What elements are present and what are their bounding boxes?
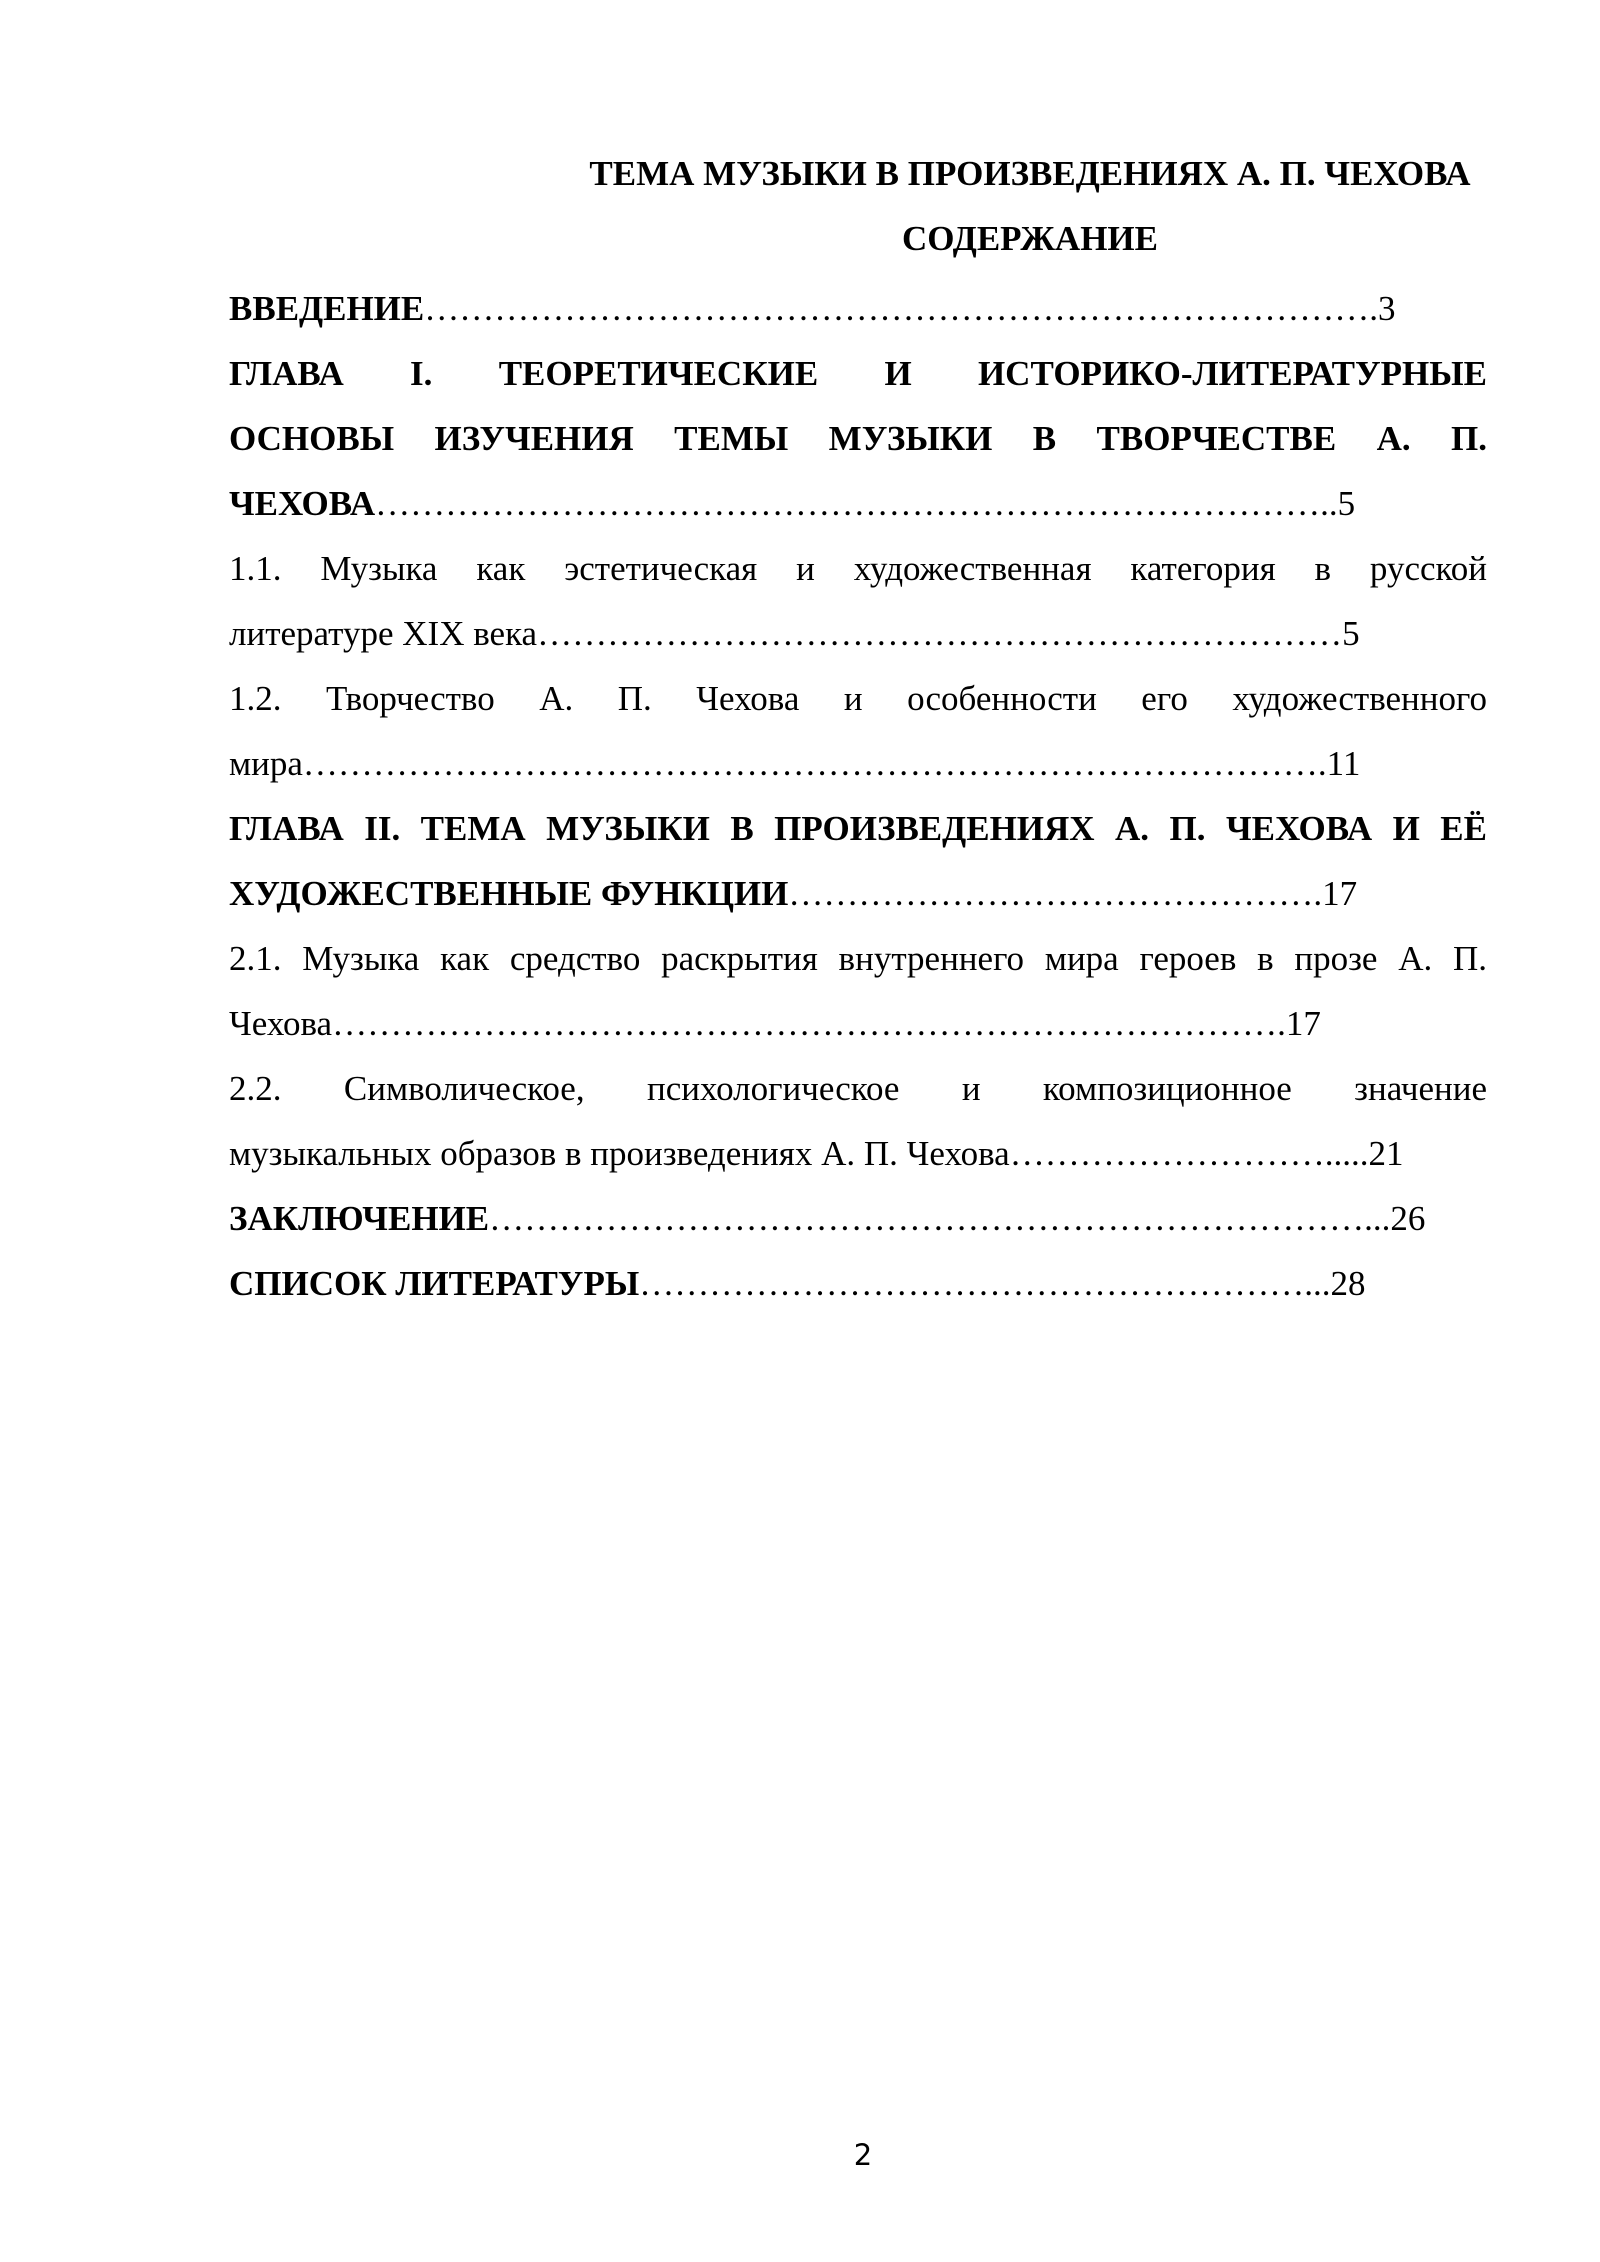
toc-entry-label: ЧЕХОВА [229, 484, 376, 523]
toc-entry-introduction [229, 276, 1487, 341]
toc-heading: СОДЕРЖАНИЕ [901, 219, 1158, 258]
toc-entry-section-1-2-line-2 [229, 731, 1487, 796]
toc-entry-label: ХУДОЖЕСТВЕННЫЕ ФУНКЦИИ [229, 874, 789, 913]
toc-page-number: 17 [1322, 874, 1358, 913]
toc-entry-label: Чехова [229, 1004, 333, 1043]
toc-entry-section-1-2-line-1: 1.2. Творчество А. П. Чехова и особенности его художественного [229, 679, 1487, 718]
toc-leader-dots: ………………………………………. [788, 874, 1323, 913]
toc-page-number: 28 [1330, 1264, 1366, 1303]
toc-entry-section-2-2-line-2 [229, 1121, 1487, 1186]
toc-entry-chapter-1-line-1: ГЛАВА I. ТЕОРЕТИЧЕСКИЕ И ИСТОРИКО-ЛИТЕРАТУРНЫЕ [229, 354, 1487, 393]
toc-leader-dots: …………………………………………………………………………… [302, 744, 1318, 783]
toc-entry-chapter-2-line-1: ГЛАВА II. ТЕМА МУЗЫКИ В ПРОИЗВЕДЕНИЯХ А. П. ЧЕХОВА И ЕЁ [229, 809, 1487, 848]
toc-leader-dots: ………………………………………………………………………. [424, 289, 1379, 328]
toc-entry-label: СПИСОК ЛИТЕРАТУРЫ [229, 1264, 640, 1303]
toc-leader-dots: ……………………………………………………………………….. [375, 484, 1338, 523]
toc-page-number: .11 [1317, 744, 1361, 783]
document-title: ТЕМА МУЗЫКИ В ПРОИЗВЕДЕНИЯХ А. П. ЧЕХОВА [589, 154, 1471, 193]
toc-page-number: 5 [1342, 614, 1360, 653]
toc-entry-section-2-1-line-2 [229, 991, 1487, 1056]
toc-leader-dots: …………………………………………………... [639, 1264, 1331, 1303]
toc-entry-label: ВВЕДЕНИЕ [229, 289, 425, 328]
toc-entry-chapter-1-line-3 [229, 471, 1487, 536]
table-of-contents [229, 276, 1487, 1316]
toc-page-number: 21 [1368, 1134, 1404, 1173]
toc-page-number: 3 [1378, 289, 1396, 328]
toc-leader-dots: ………………………………………………………………………. [332, 1004, 1286, 1043]
toc-entry-label: ЗАКЛЮЧЕНИЕ [229, 1199, 490, 1238]
toc-leader-dots: ………………………..... [1009, 1134, 1369, 1173]
toc-entry-label: музыкальных образов в произведениях А. П. Чехова [229, 1134, 1010, 1173]
toc-entry-conclusion [229, 1186, 1487, 1251]
page-number: 2 [853, 2138, 873, 2172]
toc-page-number: 5 [1337, 484, 1356, 523]
toc-entry-chapter-2-line-2 [229, 861, 1487, 926]
toc-page-number: 17 [1285, 1004, 1321, 1043]
toc-page-number: 26 [1390, 1199, 1426, 1238]
toc-leader-dots: …………………………………………………………… [537, 614, 1343, 653]
toc-leader-dots: …………………………………………………………………... [489, 1199, 1391, 1238]
toc-entry-label: литературе XIX века [229, 614, 538, 653]
toc-entry-label: мира [229, 744, 303, 783]
toc-entry-section-1-1-line-1: 1.1. Музыка как эстетическая и художественная категория в русской [229, 549, 1487, 588]
toc-entry-chapter-1-line-2: ОСНОВЫ ИЗУЧЕНИЯ ТЕМЫ МУЗЫКИ В ТВОРЧЕСТВЕ А. П. [229, 419, 1487, 458]
toc-entry-section-1-1-line-2 [229, 601, 1487, 666]
toc-entry-section-2-1-line-1: 2.1. Музыка как средство раскрытия внутреннего мира героев в прозе А. П. [229, 939, 1487, 978]
toc-entry-section-2-2-line-1: 2.2. Символическое, психологическое и композиционное значение [229, 1069, 1487, 1108]
toc-entry-references [229, 1251, 1487, 1316]
